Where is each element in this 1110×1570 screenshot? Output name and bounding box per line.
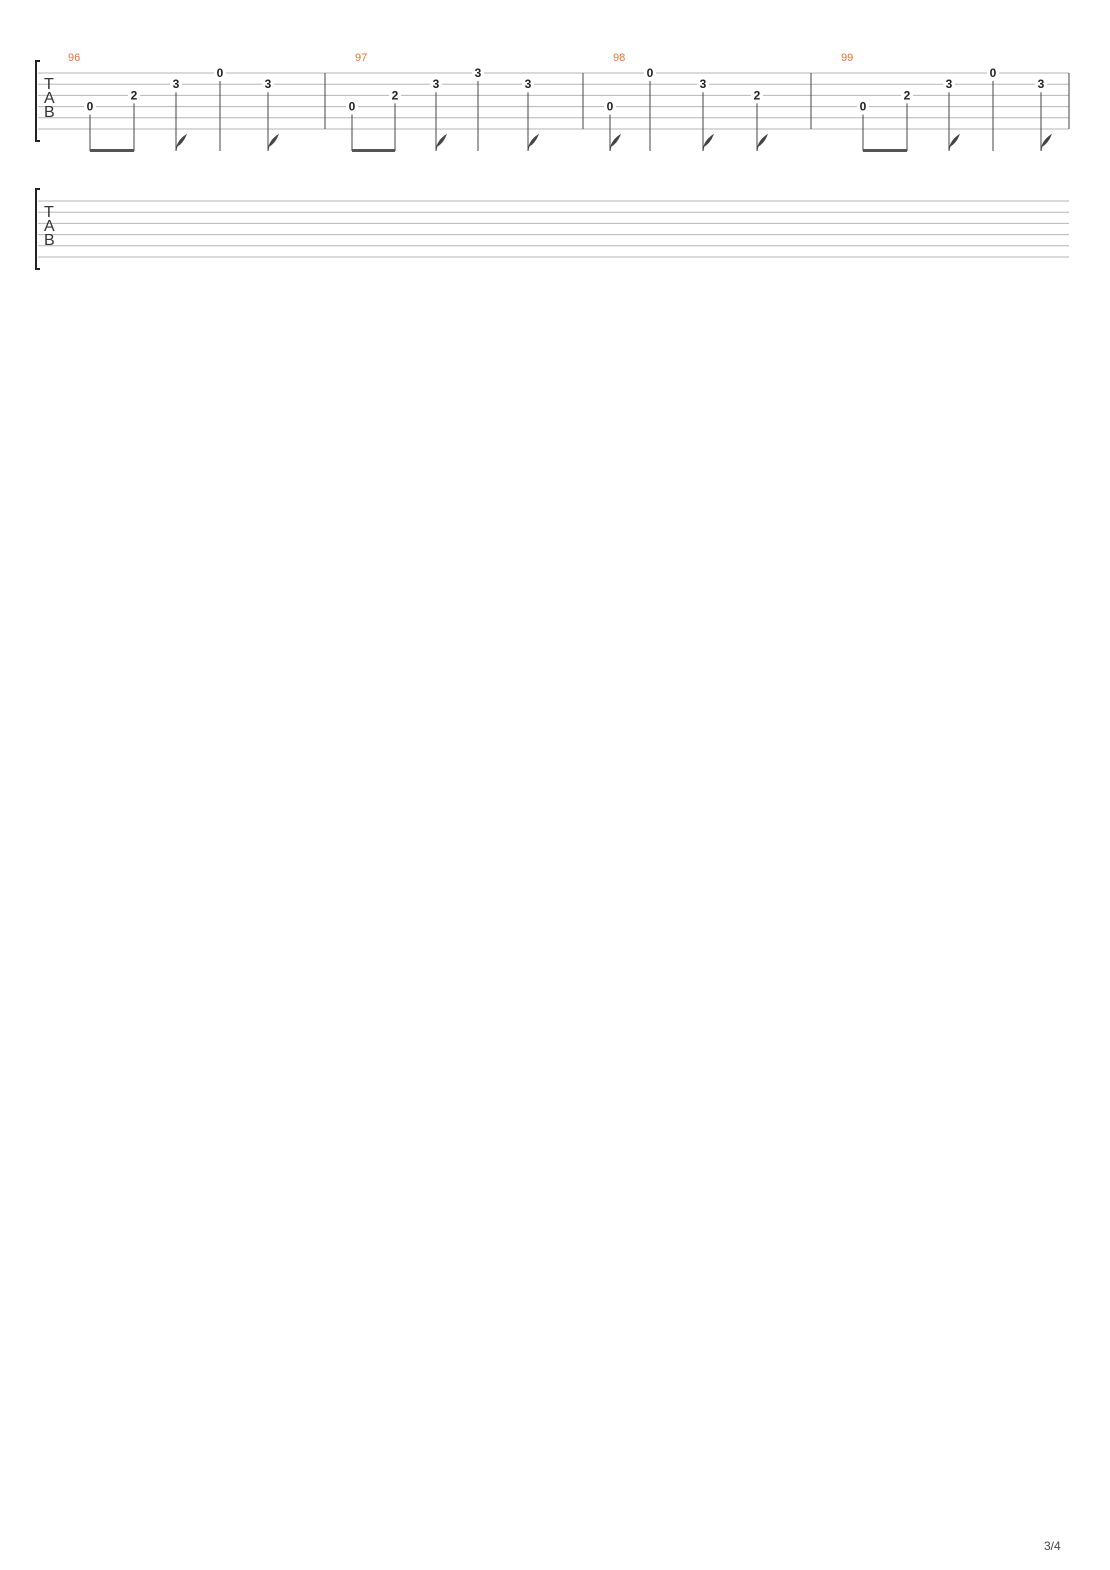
fret-number: 3: [432, 77, 440, 92]
fret-number: 0: [348, 99, 356, 114]
eighth-flag-icon: [1041, 135, 1051, 151]
fret-number: 2: [391, 88, 399, 103]
fret-number: 3: [945, 77, 953, 92]
eighth-flag-icon: [757, 135, 767, 151]
note-beam: [863, 149, 907, 152]
measure-number: 97: [355, 52, 368, 64]
tab-clef-letter: T: [44, 204, 54, 221]
fret-number: 2: [903, 88, 911, 103]
eighth-flag-icon: [949, 135, 959, 151]
fret-number: 0: [606, 99, 614, 114]
fret-number: 2: [753, 88, 761, 103]
fret-number: 0: [86, 99, 94, 114]
tab-clef-letter: A: [44, 90, 55, 107]
measure-number: 96: [68, 52, 81, 64]
eighth-flag-icon: [268, 135, 278, 151]
measure-number: 98: [613, 52, 626, 64]
fret-number: 0: [859, 99, 867, 114]
fret-number: 3: [524, 77, 532, 92]
fret-number: 3: [474, 66, 482, 80]
tab-clef-letter: T: [44, 76, 54, 93]
fret-number: 0: [989, 66, 997, 80]
fret-number: 3: [264, 77, 272, 92]
note-beam: [352, 149, 395, 152]
tab-clef-letter: A: [44, 218, 55, 235]
fret-number: 3: [1037, 77, 1045, 92]
tab-clef-letter: B: [44, 104, 55, 121]
fret-number: 0: [646, 66, 654, 80]
measure-number: 99: [841, 52, 854, 64]
page-number: 3/4: [1044, 1539, 1061, 1553]
fret-number: 2: [130, 88, 138, 103]
tab-system: [36, 52, 1069, 152]
eighth-flag-icon: [176, 135, 186, 151]
tab-system: [36, 189, 1069, 269]
note-beam: [90, 149, 134, 152]
fret-number: 0: [216, 66, 224, 80]
tab-clef-letter: B: [44, 232, 55, 249]
fret-number: 3: [699, 77, 707, 92]
fret-number: 3: [172, 77, 180, 92]
eighth-flag-icon: [436, 135, 446, 151]
eighth-flag-icon: [610, 135, 620, 151]
eighth-flag-icon: [528, 135, 538, 151]
eighth-flag-icon: [703, 135, 713, 151]
